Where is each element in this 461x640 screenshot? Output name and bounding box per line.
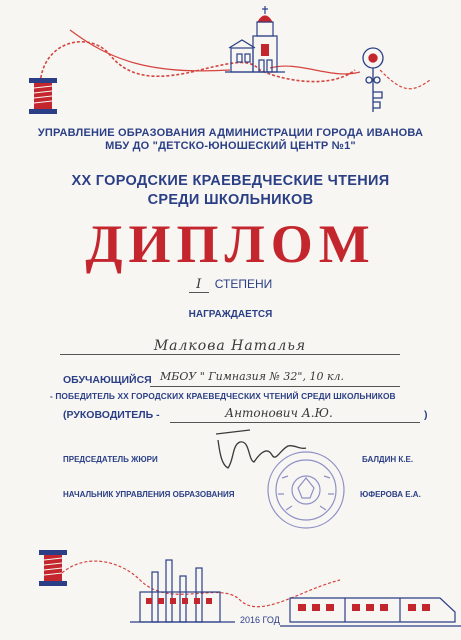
school-name: МБОУ " Гимназия № 32", 10 кл. <box>160 370 345 383</box>
degree-number: I <box>189 277 209 293</box>
jury-chair-name: БАЛДИН К.Е. <box>362 455 414 464</box>
organization-line-2: МБУ ДО "ДЕТСКО-ЮНОШЕСКИЙ ЦЕНТР №1" <box>105 140 356 152</box>
school-underline <box>150 386 400 387</box>
recipient-name-underline <box>60 354 400 355</box>
student-label: ОБУЧАЮЩИЙСЯ <box>63 374 152 386</box>
organization-line-1: УПРАВЛЕНИЕ ОБРАЗОВАНИЯ АДМИНИСТРАЦИИ ГОРОДА ИВАНОВА <box>37 127 424 139</box>
jury-chair-label: ПРЕДСЕДАТЕЛЬ ЖЮРИ <box>63 455 158 464</box>
awarded-label: НАГРАЖДАЕТСЯ <box>188 309 273 320</box>
winner-text: - ПОБЕДИТЕЛЬ XX ГОРОДСКИХ КРАЕВЕДЧЕСКИХ ЧТЕНИЙ СРЕДИ ШКОЛЬНИКОВ <box>50 391 396 401</box>
thread-spool-icon-bottom <box>36 548 70 588</box>
organization-name <box>0 127 461 153</box>
recipient-name: Малкова Наталья <box>153 338 307 354</box>
supervisor-close-paren: ) <box>424 409 428 421</box>
diploma-title: ДИПЛОМ <box>85 214 376 274</box>
degree-label: СТЕПЕНИ <box>214 277 273 291</box>
supervisor-name: Антонович А.Ю. <box>225 406 333 420</box>
church-icon <box>225 4 295 76</box>
year-label: 2016 ГОД <box>240 615 280 625</box>
thread-spool-icon <box>26 76 60 116</box>
key-icon <box>356 44 390 116</box>
degree-line <box>0 277 461 293</box>
education-head-name: ЮФЕРОВА Е.А. <box>360 490 421 499</box>
event-title <box>0 172 461 210</box>
event-line-1: XX ГОРОДСКИЕ КРАЕВЕДЧЕСКИЕ ЧТЕНИЯ <box>71 173 390 189</box>
education-head-label: НАЧАЛЬНИК УПРАВЛЕНИЯ ОБРАЗОВАНИЯ <box>63 490 235 499</box>
event-line-2: СРЕДИ ШКОЛЬНИКОВ <box>147 192 314 208</box>
supervisor-label: (РУКОВОДИТЕЛЬ - <box>63 409 160 421</box>
